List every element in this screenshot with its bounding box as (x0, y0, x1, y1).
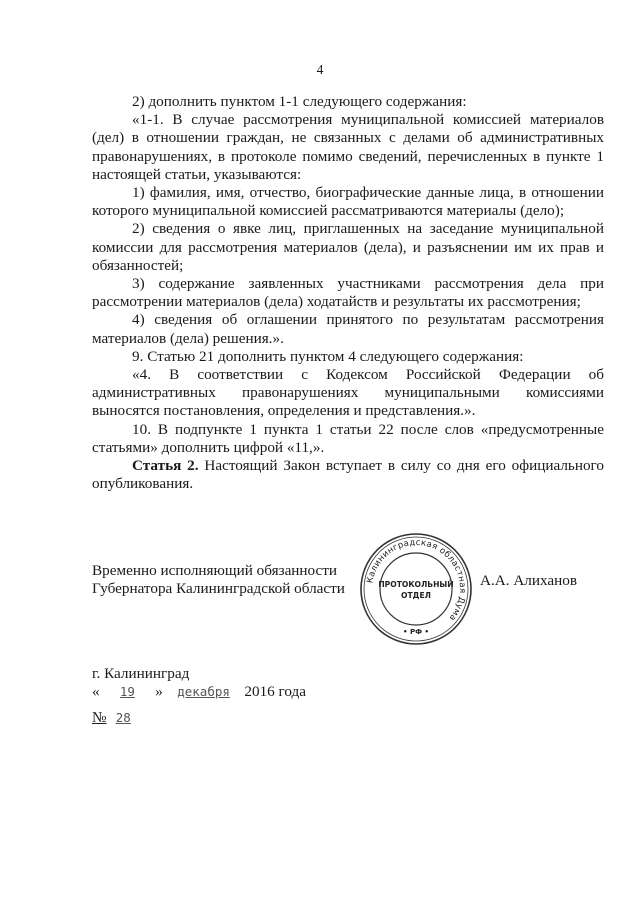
city: г. Калининград (92, 665, 190, 682)
paragraph: 9. Статью 21 дополнить пунктом 4 следующего содержания: (132, 347, 524, 365)
article-2-text: Настоящий Закон вступает в силу со дня его официального опубликования. (92, 457, 604, 493)
seal-center-line-2: ОТДЕЛ (401, 591, 431, 600)
signing-date (92, 683, 306, 701)
page-number: 4 (316, 62, 324, 77)
paragraph: 2) сведения о явке лиц, приглашенных на заседание муниципальной комиссии для рассмотрения материалов (дела), и разъяснении им их прав и обязанностей; (92, 220, 604, 274)
date-year: 2016 года (244, 683, 307, 701)
signer-name: А.А. Алиханов (480, 572, 578, 589)
number-value: 28 (115, 710, 131, 726)
date-open-quote: « (92, 683, 100, 701)
seal-center-line-1: ПРОТОКОЛЬНЫЙ (378, 580, 454, 589)
number-sign: № (92, 709, 107, 727)
official-seal (357, 530, 475, 648)
date-day: 19 (119, 684, 135, 700)
place-date-number (92, 665, 306, 728)
paragraph: 4) сведения об оглашении принятого по результатам рассмотрения материалов (дела) решения.». (92, 311, 604, 347)
paragraph: «4. В соответствии с Кодексом Российской Федерации об административных правонарушениях муниципальными комиссиями выносятся постановления, определения и представления.». (92, 366, 604, 420)
article-2-paragraph (92, 457, 604, 493)
date-close-quote: » (155, 683, 163, 701)
paragraph: 2) дополнить пунктом 1-1 следующего содержания: (132, 93, 467, 110)
signatory-title-line-1: Временно исполняющий обязанности (92, 562, 338, 579)
paragraph: 1) фамилия, имя, отчество, биографические данные лица, в отношении которого муниципальной комиссией рассматриваются материалы (дело); (92, 184, 604, 220)
signatory-block (92, 562, 345, 598)
seal-ring-text: Калининградская областная Дума (365, 537, 468, 623)
paragraph: 10. В подпункте 1 пункта 1 статьи 22 после слов «предусмотренные статьями» дополнить цифрой «11,». (92, 420, 604, 456)
seal-bottom-mark: • РФ • (403, 628, 429, 636)
paragraph: 3) содержание заявленных участниками рассмотрения дела при рассмотрении материалов (дела) ходатайств и результаты их рассмотрения; (92, 275, 604, 311)
law-body (92, 93, 604, 493)
signatory-title-line-2: Губернатора Калининградской области (92, 580, 345, 598)
date-month: декабря (177, 684, 230, 700)
article-2-heading: Статья 2. (132, 457, 199, 475)
paragraph: «1-1. В случае рассмотрения муниципальной комиссией материалов (дел) в отношении граждан, не связанных с делами об административных правонарушениях, в протоколе помимо сведений, перечисленных в пункте 1 настоящей статьи, указываются: (92, 111, 604, 183)
law-number (92, 709, 306, 727)
